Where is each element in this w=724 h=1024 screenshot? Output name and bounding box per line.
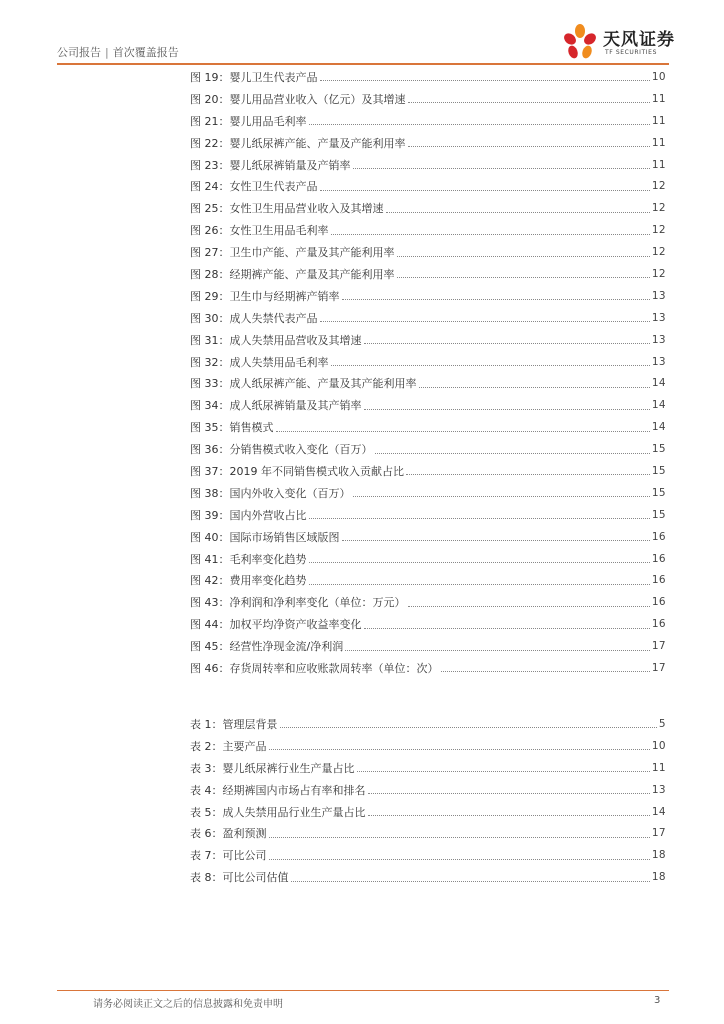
dot-leader xyxy=(320,80,650,81)
figure-entry[interactable] xyxy=(190,372,666,394)
figure-entry[interactable] xyxy=(190,285,666,307)
figure-entry-label: 图 27：卫生巾产能、产量及其产能利用率 xyxy=(190,246,395,260)
figure-entry[interactable] xyxy=(190,635,666,657)
figure-entry-label: 图 30：成人失禁代表产品 xyxy=(190,311,318,325)
table-entry-label: 表 6：盈利预测 xyxy=(190,827,267,841)
brand-name-cn: 天风证券 xyxy=(603,30,675,50)
table-entry[interactable] xyxy=(190,844,666,866)
figure-entry-page: 12 xyxy=(651,180,666,193)
dot-leader xyxy=(353,496,650,497)
table-entry-label: 表 8：可比公司估值 xyxy=(190,871,289,885)
figure-entry-label: 图 44：加权平均净资产收益率变化 xyxy=(190,618,362,632)
table-entry-label: 表 3：婴儿纸尿裤行业生产量占比 xyxy=(190,761,355,775)
dot-leader xyxy=(364,409,650,410)
figure-entry-label: 图 38：国内外收入变化（百万） xyxy=(190,486,351,500)
table-entry-page: 14 xyxy=(651,805,666,818)
page-number: 3 xyxy=(654,995,661,1006)
dot-leader xyxy=(280,727,657,728)
figure-entry-label: 图 21：婴儿用品毛利率 xyxy=(190,114,307,128)
figure-entry[interactable] xyxy=(190,569,666,591)
figure-entry-label: 图 43：净利润和净利率变化（单位：万元） xyxy=(190,596,406,610)
figure-entry-page: 13 xyxy=(651,355,666,368)
table-entry-label: 表 5：成人失禁用品行业生产量占比 xyxy=(190,805,366,819)
figure-entry[interactable] xyxy=(190,263,666,285)
table-entry-page: 10 xyxy=(651,739,666,752)
table-entry-page: 11 xyxy=(651,761,666,774)
figure-entry-page: 17 xyxy=(651,640,666,653)
figure-entry[interactable] xyxy=(190,394,666,416)
figure-entry-page: 14 xyxy=(651,399,666,412)
dot-leader xyxy=(353,168,650,169)
figure-entry-label: 图 41：毛利率变化趋势 xyxy=(190,552,307,566)
table-entry[interactable] xyxy=(190,801,666,823)
table-entry-label: 表 2：主要产品 xyxy=(190,739,267,753)
dot-leader xyxy=(320,321,650,322)
figure-entry-page: 16 xyxy=(651,596,666,609)
dot-leader xyxy=(331,365,650,366)
dot-leader xyxy=(408,102,650,103)
table-entry-page: 17 xyxy=(651,827,666,840)
table-entry[interactable] xyxy=(190,866,666,888)
figure-entry-label: 图 26：女性卫生用品毛利率 xyxy=(190,224,329,238)
figure-entry-label: 图 32：成人失禁用品毛利率 xyxy=(190,355,329,369)
dot-leader xyxy=(345,650,650,651)
figure-entry-page: 11 xyxy=(651,136,666,149)
figure-entry[interactable] xyxy=(190,219,666,241)
figure-entry-label: 图 40：国际市场销售区域版图 xyxy=(190,530,340,544)
brand-logo xyxy=(559,22,675,62)
figure-entry-label: 图 46：存货周转率和应收账款周转率（单位：次） xyxy=(190,661,439,675)
figure-entry-label: 图 24：女性卫生代表产品 xyxy=(190,180,318,194)
brand-mark-icon xyxy=(559,22,601,64)
figure-entry[interactable] xyxy=(190,504,666,526)
figure-entry-page: 12 xyxy=(651,224,666,237)
figure-entry-page: 12 xyxy=(651,246,666,259)
table-list xyxy=(190,713,666,888)
figure-entry-page: 11 xyxy=(651,114,666,127)
dot-leader xyxy=(269,859,650,860)
figure-entry[interactable] xyxy=(190,132,666,154)
figure-entry-label: 图 35：销售模式 xyxy=(190,421,274,435)
figure-entry-label: 图 37：2019 年不同销售模式收入贡献占比 xyxy=(190,464,404,478)
figure-entry[interactable] xyxy=(190,88,666,110)
dot-leader xyxy=(397,277,650,278)
table-entry-page: 5 xyxy=(658,717,666,730)
figure-entry[interactable] xyxy=(190,526,666,548)
figure-entry-page: 12 xyxy=(651,267,666,280)
figure-entry[interactable] xyxy=(190,460,666,482)
figure-entry[interactable] xyxy=(190,329,666,351)
dot-leader xyxy=(309,562,650,563)
dot-leader xyxy=(368,815,650,816)
table-entry-page: 18 xyxy=(651,849,666,862)
figure-entry-page: 13 xyxy=(651,311,666,324)
figure-entry-page: 13 xyxy=(651,333,666,346)
table-entry[interactable] xyxy=(190,735,666,757)
report-subtype: 首次覆盖报告 xyxy=(112,46,179,59)
figure-entry[interactable] xyxy=(190,307,666,329)
dot-leader xyxy=(309,584,650,585)
figure-entry-label: 图 25：女性卫生用品营业收入及其增速 xyxy=(190,202,384,216)
table-entry[interactable] xyxy=(190,779,666,801)
figure-entry[interactable] xyxy=(190,351,666,373)
figure-entry-page: 17 xyxy=(651,661,666,674)
table-entry[interactable] xyxy=(190,713,666,735)
dot-leader xyxy=(408,606,650,607)
figure-entry-label: 图 23：婴儿纸尿裤销量及产销率 xyxy=(190,158,351,172)
footer-divider xyxy=(57,990,669,991)
table-entry-page: 13 xyxy=(651,783,666,796)
figure-entry-label: 图 31：成人失禁用品营收及其增速 xyxy=(190,333,362,347)
page-header xyxy=(57,30,675,66)
table-entry[interactable] xyxy=(190,822,666,844)
dot-leader xyxy=(342,540,650,541)
report-type: 公司报告 xyxy=(57,46,101,59)
figure-entry-page: 16 xyxy=(651,574,666,587)
figure-entry-page: 15 xyxy=(651,443,666,456)
dot-leader xyxy=(291,881,650,882)
figure-entry-page: 12 xyxy=(651,202,666,215)
figure-entry-page: 14 xyxy=(651,377,666,390)
figure-entry-page: 16 xyxy=(651,552,666,565)
figure-entry-label: 图 34：成人纸尿裤销量及其产销率 xyxy=(190,399,362,413)
figure-entry[interactable] xyxy=(190,482,666,504)
figure-entry[interactable] xyxy=(190,591,666,613)
figure-entry[interactable] xyxy=(190,175,666,197)
dot-leader xyxy=(397,256,650,257)
figure-entry-label: 图 39：国内外营收占比 xyxy=(190,508,307,522)
dot-leader xyxy=(386,212,650,213)
dot-leader xyxy=(269,837,650,838)
dot-leader xyxy=(406,474,650,475)
figure-entry-label: 图 29：卫生巾与经期裤产销率 xyxy=(190,289,340,303)
header-separator: | xyxy=(105,46,109,59)
figure-entry-label: 图 19：婴儿卫生代表产品 xyxy=(190,70,318,84)
figure-entry-page: 15 xyxy=(651,464,666,477)
dot-leader xyxy=(357,771,650,772)
dot-leader xyxy=(269,749,650,750)
figure-entry[interactable] xyxy=(190,154,666,176)
figure-entry[interactable] xyxy=(190,197,666,219)
figure-entry[interactable] xyxy=(190,110,666,132)
figure-entry-label: 图 20：婴儿用品营业收入（亿元）及其增速 xyxy=(190,92,406,106)
figure-entry-label: 图 28：经期裤产能、产量及其产能利用率 xyxy=(190,267,395,281)
table-entry-label: 表 7：可比公司 xyxy=(190,849,267,863)
figure-entry-page: 14 xyxy=(651,421,666,434)
figure-entry[interactable] xyxy=(190,548,666,570)
dot-leader xyxy=(441,671,650,672)
figure-entry[interactable] xyxy=(190,438,666,460)
figure-entry-page: 13 xyxy=(651,289,666,302)
table-entry-label: 表 4：经期裤国内市场占有率和排名 xyxy=(190,783,366,797)
dot-leader xyxy=(331,234,650,235)
dot-leader xyxy=(276,431,650,432)
dot-leader xyxy=(419,387,650,388)
figure-entry[interactable] xyxy=(190,416,666,438)
figure-entry-label: 图 45：经营性净现金流/净利润 xyxy=(190,640,344,654)
figure-entry-page: 10 xyxy=(651,70,666,83)
report-type-label xyxy=(57,44,179,60)
figure-entry-label: 图 36：分销售模式收入变化（百万） xyxy=(190,443,373,457)
figure-entry-page: 16 xyxy=(651,530,666,543)
header-divider xyxy=(57,63,669,65)
brand-name-en: TF SECURITIES xyxy=(605,49,657,56)
table-entry-page: 18 xyxy=(651,871,666,884)
figure-entry-label: 图 33：成人纸尿裤产能、产量及其产能利用率 xyxy=(190,377,417,391)
dot-leader xyxy=(320,190,650,191)
figure-entry[interactable] xyxy=(190,66,666,88)
figure-entry-page: 15 xyxy=(651,486,666,499)
dot-leader xyxy=(364,343,650,344)
figure-entry-page: 16 xyxy=(651,618,666,631)
dot-leader xyxy=(309,124,650,125)
footer-disclaimer: 请务必阅读正文之后的信息披露和免责申明 xyxy=(93,999,283,1010)
table-entry-label: 表 1：管理层背景 xyxy=(190,717,278,731)
figure-entry-page: 11 xyxy=(651,92,666,105)
figure-entry-label: 图 22：婴儿纸尿裤产能、产量及产能利用率 xyxy=(190,136,406,150)
dot-leader xyxy=(408,146,650,147)
dot-leader xyxy=(342,299,650,300)
figure-entry-page: 15 xyxy=(651,508,666,521)
figure-list xyxy=(190,66,666,679)
figure-entry[interactable] xyxy=(190,241,666,263)
figure-entry[interactable] xyxy=(190,613,666,635)
dot-leader xyxy=(375,453,650,454)
figure-entry[interactable] xyxy=(190,657,666,679)
figure-entry-page: 11 xyxy=(651,158,666,171)
dot-leader xyxy=(368,793,650,794)
table-entry[interactable] xyxy=(190,757,666,779)
dot-leader xyxy=(364,628,650,629)
dot-leader xyxy=(309,518,650,519)
figure-entry-label: 图 42：费用率变化趋势 xyxy=(190,574,307,588)
